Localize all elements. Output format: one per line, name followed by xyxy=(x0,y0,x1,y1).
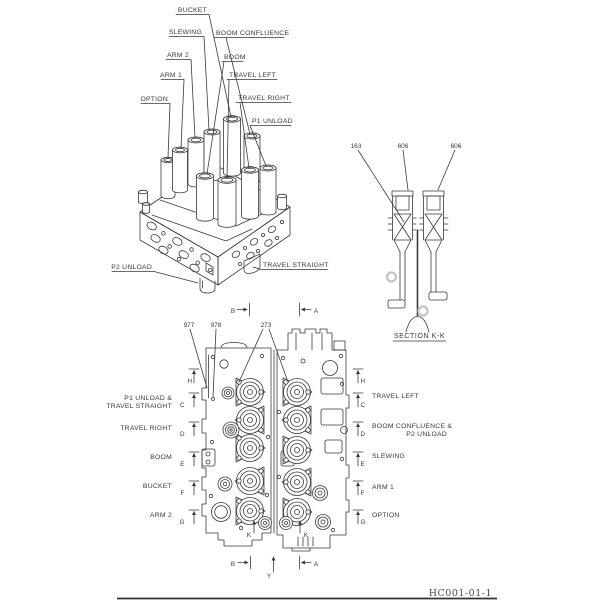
callout-977: 977 xyxy=(183,322,195,329)
marker-d-left: D xyxy=(179,431,185,438)
plan-label-travel-right: TRAVEL RIGHT xyxy=(120,425,172,432)
marker-g-right: G xyxy=(360,519,366,526)
arrow-b-bottom: B xyxy=(230,561,236,568)
plan-right-block xyxy=(274,329,349,551)
p2-unload-port xyxy=(200,278,215,293)
plan-section-ticks-right xyxy=(353,369,363,524)
section-left-cartridge xyxy=(388,191,416,308)
solenoid-cylinders xyxy=(139,116,287,228)
isometric-valve-block-view xyxy=(112,15,328,294)
plan-left-block xyxy=(202,343,272,547)
arrow-a-bottom: A xyxy=(313,561,319,568)
callout-978: 978 xyxy=(210,322,222,329)
iso-label-boom: BOOM xyxy=(224,54,246,61)
plan-label-option: OPTION xyxy=(372,512,400,519)
plan-label-boom: BOOM xyxy=(150,454,172,461)
callout-273: 273 xyxy=(260,322,272,329)
marker-h-left: H xyxy=(187,378,192,385)
iso-label-boom-confluence: BOOM CONFLUENCE xyxy=(216,30,290,37)
iso-label-option: OPTION xyxy=(140,96,168,103)
marker-e-right: E xyxy=(360,461,365,468)
plan-label-arm2: ARM 2 xyxy=(149,512,172,519)
callout-606-left: 606 xyxy=(397,143,409,150)
iso-label-travel-left: TRAVEL LEFT xyxy=(229,72,276,79)
marker-f-right: F xyxy=(360,490,365,497)
marker-h-right: H xyxy=(360,378,366,385)
plan-label-p1-unload-line1: P1 UNLOAD & xyxy=(124,395,172,402)
arrow-k-right: K xyxy=(303,532,309,539)
callout-163: 163 xyxy=(350,143,362,150)
iso-label-travel-right: TRAVEL RIGHT xyxy=(238,95,290,102)
oring-left xyxy=(387,273,396,282)
iso-label-slewing: SLEWING xyxy=(168,29,202,36)
marker-e-left: E xyxy=(180,461,185,468)
plan-label-p1-unload-line2: TRAVEL STRAIGHT xyxy=(106,403,172,410)
marker-c-left: C xyxy=(179,402,185,409)
section-bell-mouth xyxy=(406,316,429,332)
oring-right xyxy=(419,307,428,316)
plan-label-travel-left: TRAVEL LEFT xyxy=(372,393,419,400)
plan-view-labels xyxy=(106,308,452,580)
iso-label-p1-unload: P1 UNLOAD xyxy=(252,118,293,125)
plan-view xyxy=(189,303,363,572)
plan-label-boom-confluence-line1: BOOM CONFLUENCE & xyxy=(372,423,453,430)
section-callout-leaders xyxy=(358,150,455,222)
marker-f-left: F xyxy=(180,490,185,497)
iso-label-bucket: BUCKET xyxy=(177,7,207,14)
marker-c-right: C xyxy=(360,402,366,409)
callout-606-right: 606 xyxy=(450,143,462,150)
plan-label-bucket: BUCKET xyxy=(142,483,172,490)
iso-label-travel-straight: TRAVEL STRAIGHT xyxy=(263,262,329,269)
arrow-b-top: B xyxy=(230,308,236,315)
arrow-y-bottom: Y xyxy=(266,573,272,580)
plan-label-boom-confluence-line2: P2 UNLOAD xyxy=(406,431,447,438)
arrow-k-left: K xyxy=(246,532,252,539)
iso-label-arm2: ARM 2 xyxy=(166,52,189,59)
arrow-a-top: A xyxy=(313,308,319,315)
plan-label-slewing: SLEWING xyxy=(372,453,406,460)
marker-g-left: G xyxy=(179,519,185,526)
section-kk-title: SECTION K-K xyxy=(393,333,446,340)
section-right-cartridge xyxy=(420,191,449,300)
plan-label-arm1: ARM 1 xyxy=(372,484,395,491)
section-kk-view xyxy=(358,150,455,341)
iso-label-p2-unload: P2 UNLOAD xyxy=(111,264,152,271)
iso-label-arm1: ARM 1 xyxy=(159,72,182,79)
plan-section-ticks-left xyxy=(189,369,199,524)
document-number: HC001-01-1 xyxy=(428,588,492,599)
marker-d-right: D xyxy=(360,431,366,438)
